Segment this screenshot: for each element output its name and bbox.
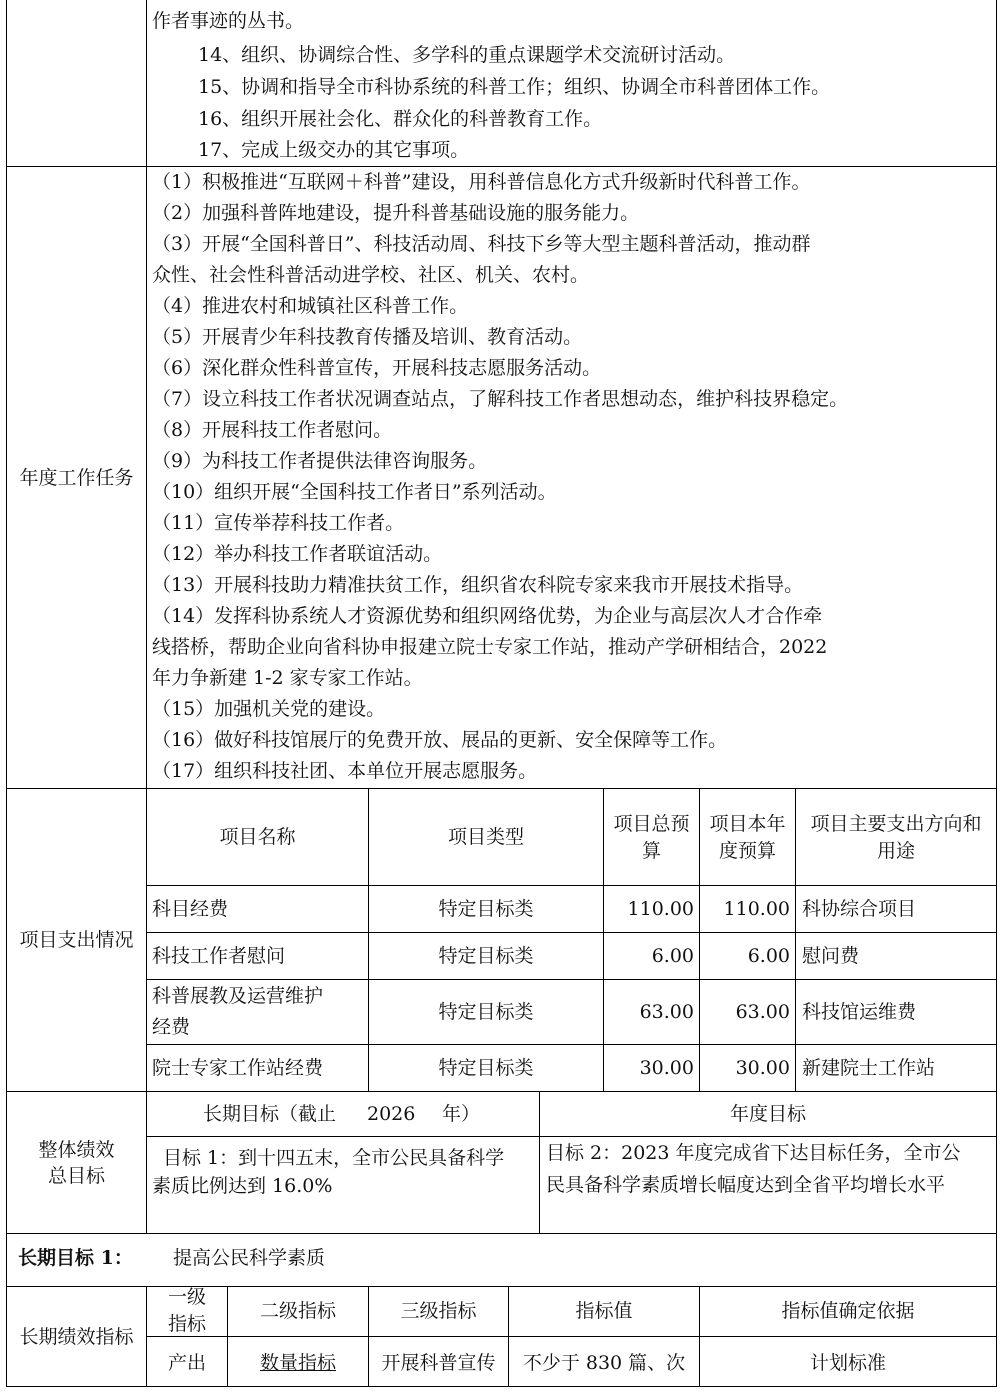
long-term-goal-1-label: 长期目标 1： — [18, 1247, 133, 1269]
indicators-header-bottom — [146, 1336, 997, 1337]
task-line: 线搭桥，帮助企业向省科协申报建立院士专家工作站，推动产学研相结合，2022 — [152, 636, 828, 658]
task-line: （12）举办科技工作者联谊活动。 — [152, 543, 443, 565]
header-purpose-2: 用途 — [876, 840, 915, 862]
row-total-budget: 63.00 — [639, 1001, 694, 1023]
header-basis: 指标值确定依据 — [781, 1300, 915, 1322]
label-divider-top — [146, 0, 147, 1233]
project-expenses-label: 项目支出情况 — [19, 929, 134, 951]
header-project-type: 项目类型 — [447, 826, 524, 848]
task-line: （9）为科技工作者提供法律咨询服务。 — [152, 450, 488, 472]
header-level2: 二级指标 — [259, 1300, 336, 1322]
row-total-budget: 30.00 — [639, 1057, 694, 1079]
long-term-goal-text-1: 目标 1：到十四五末，全市公民具备科学 — [163, 1147, 505, 1169]
row-year-budget: 6.00 — [747, 945, 790, 967]
row-year-budget: 63.00 — [735, 1001, 790, 1023]
long-term-goal-text-2: 素质比例达到 16.0% — [152, 1175, 333, 1197]
row-project-type: 特定目标类 — [438, 898, 534, 920]
overall-header-bottom — [146, 1136, 997, 1137]
long-term-goal-1-value: 提高公民科学素质 — [173, 1247, 326, 1269]
header-level1: 一级 — [167, 1286, 206, 1308]
header-value: 指标值 — [575, 1300, 633, 1322]
overall-goal-label-1: 整体绩效 — [38, 1139, 115, 1161]
row-year-budget: 30.00 — [735, 1057, 790, 1079]
long-term-header-suffix: 年） — [442, 1103, 481, 1125]
outer-right-border — [996, 0, 997, 1387]
row-purpose: 科技馆运维费 — [802, 1001, 917, 1023]
indicator-level3: 开展科普宣传 — [381, 1352, 496, 1374]
header-level1-2: 指标 — [167, 1313, 206, 1335]
row-purpose: 新建院士工作站 — [802, 1057, 936, 1079]
expenses-row2-bottom — [146, 979, 997, 980]
row-project-name: 院士专家工作站经费 — [152, 1057, 324, 1079]
expenses-row3-bottom — [146, 1044, 997, 1045]
row-line-tasks — [6, 788, 997, 789]
task-line: （3）开展“全国科普日”、科技活动周、科技下乡等大型主题科普活动，推动群 — [152, 233, 811, 255]
annual-tasks-label: 年度工作任务 — [19, 466, 134, 489]
row-year-budget: 110.00 — [723, 898, 790, 920]
task-line: （11）宣传举荐科技工作者。 — [152, 512, 405, 534]
task-line: （14）发挥科协系统人才资源优势和组织网络优势，为企业与高层次人才合作牵 — [152, 605, 823, 627]
row-line-expenses — [6, 1091, 997, 1092]
long-term-header-prefix: 长期目标（截止 — [203, 1103, 337, 1125]
row-project-type: 特定目标类 — [438, 1057, 534, 1079]
task-line: （1）积极推进“互联网＋科普”建设，用科普信息化方式升级新时代科普工作。 — [152, 171, 811, 193]
header-project-name: 项目名称 — [219, 826, 296, 848]
duties-item-16: 16、组织开展社会化、群众化的科普教育工作。 — [198, 108, 603, 130]
annual-goal-text-1: 目标 2：2023 年度完成省下达目标任务，全市公 — [546, 1142, 961, 1164]
task-line: （8）开展科技工作者慰问。 — [152, 419, 393, 441]
expenses-row1-bottom — [146, 932, 997, 933]
annual-goal-header: 年度目标 — [729, 1103, 806, 1125]
task-line: （16）做好科技馆展厅的免费开放、展品的更新、安全保障等工作。 — [152, 729, 728, 751]
header-level3: 三级指标 — [400, 1300, 477, 1322]
row-purpose: 科协综合项目 — [802, 898, 917, 920]
task-line: （15）加强机关党的建设。 — [152, 698, 386, 720]
duties-item-14: 14、组织、协调综合性、多学科的重点课题学术交流研讨活动。 — [198, 44, 736, 66]
long-term-indicators-label: 长期绩效指标 — [19, 1325, 134, 1348]
overall-goal-label-2: 总目标 — [47, 1165, 105, 1187]
row-total-budget: 6.00 — [651, 945, 694, 967]
task-line: （17）组织科技社团、本单位开展志愿服务。 — [152, 760, 538, 782]
row-project-name: 科普展教及运营维护 — [152, 985, 324, 1007]
row-project-name: 科目经费 — [152, 898, 229, 920]
row-purpose: 慰问费 — [802, 945, 860, 967]
row-project-type: 特定目标类 — [438, 945, 534, 967]
long-term-header-year: 2026 — [367, 1103, 416, 1125]
task-line: （2）加强科普阵地建设，提升科普基础设施的服务能力。 — [152, 202, 640, 224]
indicator-level1: 产出 — [167, 1352, 206, 1374]
duties-line-0: 作者事迹的丛书。 — [152, 10, 305, 32]
row-project-name-2: 经费 — [152, 1016, 191, 1038]
task-line: （10）组织开展“全国科技工作者日”系列活动。 — [152, 481, 557, 503]
duties-item-17: 17、完成上级交办的其它事项。 — [198, 139, 470, 161]
duties-item-15: 15、协调和指导全市科协系统的科普工作；组织、协调全市科普团体工作。 — [198, 76, 831, 98]
header-purpose: 项目主要支出方向和 — [810, 813, 982, 835]
header-total-budget: 项目总预 — [613, 813, 690, 835]
task-line: （6）深化群众性科普宣传，开展科技志愿服务活动。 — [152, 357, 602, 379]
header-year-budget: 项目本年 — [709, 813, 786, 835]
header-year-budget-2: 度预算 — [718, 840, 776, 862]
row-project-type: 特定目标类 — [438, 1001, 534, 1023]
outer-bottom-border — [6, 1386, 997, 1387]
expenses-header-bottom — [146, 885, 997, 886]
task-line: （4）推进农村和城镇社区科普工作。 — [152, 295, 469, 317]
row-line-duties — [6, 166, 997, 167]
row-line-overall — [6, 1233, 997, 1234]
header-total-budget-2: 算 — [641, 840, 661, 862]
row-project-name: 科技工作者慰问 — [152, 945, 286, 967]
row-total-budget: 110.00 — [627, 898, 694, 920]
annual-goal-text-2: 民具备科学素质增长幅度达到全省平均增长水平 — [546, 1174, 946, 1196]
indicator-level2: 数量指标 — [259, 1352, 336, 1374]
task-line: 众性、社会性科普活动进学校、社区、机关、农村。 — [152, 264, 590, 286]
task-line: （5）开展青少年科技教育传播及培训、教育活动。 — [152, 326, 583, 348]
task-line: （7）设立科技工作者状况调查站点，了解科技工作者思想动态，维护科技界稳定。 — [152, 388, 849, 410]
indicator-basis: 计划标准 — [809, 1352, 886, 1374]
task-line: 年力争新建 1-2 家专家工作站。 — [152, 667, 423, 689]
task-line: （13）开展科技助力精准扶贫工作，组织省农科院专家来我市开展技术指导。 — [152, 574, 804, 596]
indicator-value: 不少于 830 篇、次 — [522, 1352, 686, 1374]
